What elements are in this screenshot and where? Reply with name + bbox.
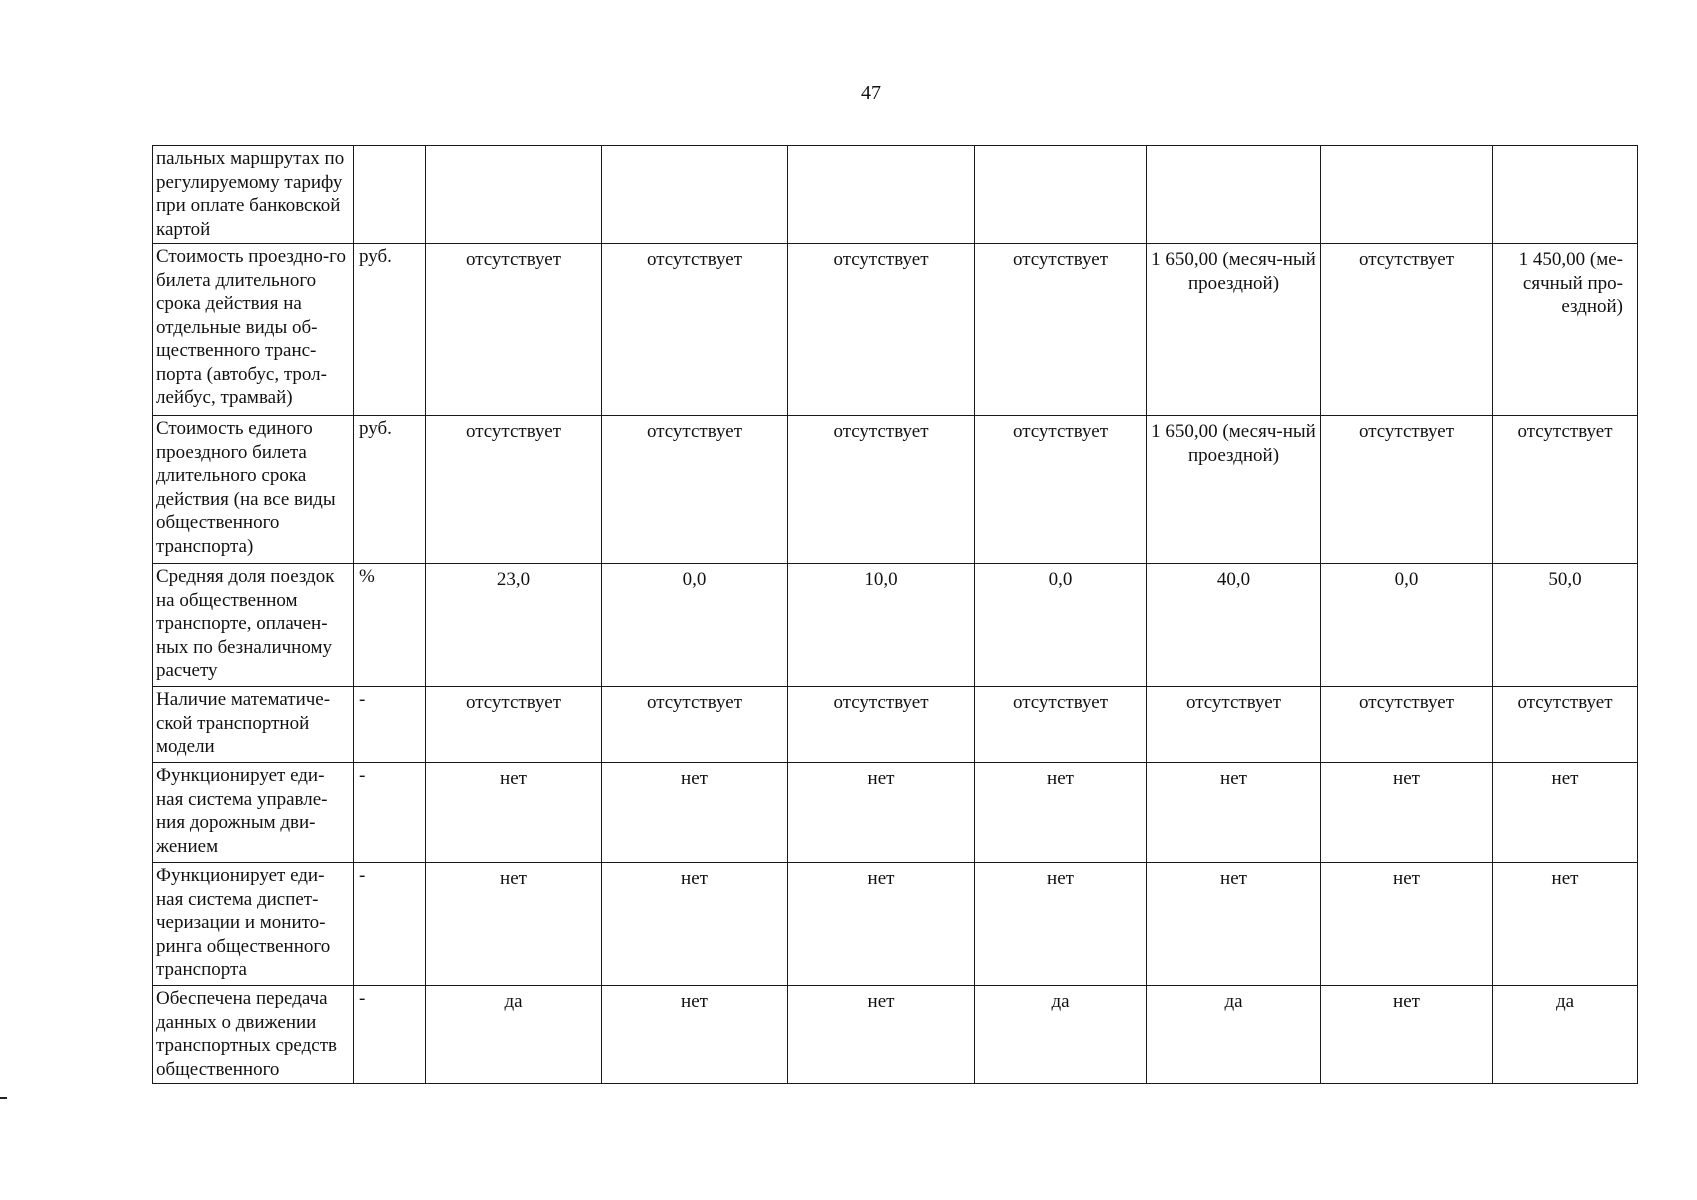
value-cell: отсутствует [426, 416, 602, 564]
value-cell: отсутствует [975, 687, 1147, 763]
value-cell: нет [788, 863, 975, 986]
row-label: Наличие математиче-ской транспортной модели [153, 687, 354, 763]
value-cell: отсутствует [1493, 687, 1638, 763]
value-cell: отсутствует [788, 687, 975, 763]
value-cell: нет [1321, 986, 1493, 1084]
value-cell: 10,0 [788, 564, 975, 687]
value-cell: отсутствует [1321, 244, 1493, 416]
value-cell: отсутствует [1147, 687, 1321, 763]
value-cell: нет [788, 986, 975, 1084]
value-cell [602, 146, 788, 244]
value-cell: нет [975, 763, 1147, 863]
value-cell: нет [788, 763, 975, 863]
value-cell: 40,0 [1147, 564, 1321, 687]
value-cell: нет [1493, 863, 1638, 986]
value-cell: нет [1321, 863, 1493, 986]
value-cell: отсутствует [788, 416, 975, 564]
value-cell: нет [1321, 763, 1493, 863]
table-row [153, 146, 1638, 244]
value-cell: отсутствует [602, 687, 788, 763]
value-cell: отсутствует [1493, 416, 1638, 564]
value-cell: 0,0 [1321, 564, 1493, 687]
value-cell: нет [975, 863, 1147, 986]
value-cell: да [1147, 986, 1321, 1084]
table-row [153, 416, 1638, 564]
value-cell: отсутствует [426, 687, 602, 763]
value-cell: отсутствует [426, 244, 602, 416]
row-label: пальных маршрутах по регулируемому тарифу при оплате банковской картой [153, 146, 354, 244]
value-cell: 23,0 [426, 564, 602, 687]
row-label: Функционирует еди-ная система диспет-черизации и монито-ринга общественного транспорта [153, 863, 354, 986]
value-cell: да [426, 986, 602, 1084]
value-cell: отсутствует [788, 244, 975, 416]
unit-cell: - [354, 863, 426, 986]
unit-cell: - [354, 687, 426, 763]
value-cell: 50,0 [1493, 564, 1638, 687]
row-label: Функционирует еди-ная система управле-ния дорожным дви-жением [153, 763, 354, 863]
value-cell [1493, 146, 1638, 244]
value-cell [1321, 146, 1493, 244]
unit-cell: % [354, 564, 426, 687]
unit-cell: - [354, 763, 426, 863]
value-cell: нет [426, 863, 602, 986]
value-cell: да [975, 986, 1147, 1084]
value-cell: нет [602, 763, 788, 863]
value-cell: 0,0 [602, 564, 788, 687]
value-cell: 1 450,00 (ме-сячный про-ездной) [1493, 244, 1638, 416]
table-row [153, 687, 1638, 763]
value-cell: нет [602, 863, 788, 986]
value-cell [1147, 146, 1321, 244]
unit-cell [354, 146, 426, 244]
value-cell: нет [1493, 763, 1638, 863]
value-cell: отсутствует [975, 416, 1147, 564]
value-cell [975, 146, 1147, 244]
value-cell: отсутствует [1321, 687, 1493, 763]
table-row [153, 564, 1638, 687]
value-cell [426, 146, 602, 244]
value-cell: отсутствует [1321, 416, 1493, 564]
value-cell: 1 650,00 (месяч-ный проездной) [1147, 416, 1321, 564]
unit-cell: руб. [354, 244, 426, 416]
value-cell: нет [1147, 863, 1321, 986]
table-row [153, 863, 1638, 986]
unit-cell: руб. [354, 416, 426, 564]
row-label: Стоимость единого проездного билета длительного срока действия (на все виды общественного транспорта) [153, 416, 354, 564]
table-row [153, 763, 1638, 863]
row-label: Средняя доля поездок на общественном транспорте, оплачен-ных по безналичному расчету [153, 564, 354, 687]
table-row [153, 244, 1638, 416]
value-cell: 0,0 [975, 564, 1147, 687]
value-cell: 1 650,00 (месяч-ный проездной) [1147, 244, 1321, 416]
value-cell: да [1493, 986, 1638, 1084]
table-row [153, 986, 1638, 1084]
value-cell: нет [426, 763, 602, 863]
value-cell [788, 146, 975, 244]
row-label: Обеспечена передача данных о движении транспортных средств общественного [153, 986, 354, 1084]
value-cell: нет [1147, 763, 1321, 863]
scan-edge-mark [0, 1097, 7, 1099]
value-cell: отсутствует [975, 244, 1147, 416]
value-cell: отсутствует [602, 416, 788, 564]
unit-cell: - [354, 986, 426, 1084]
value-cell: отсутствует [602, 244, 788, 416]
value-cell: нет [602, 986, 788, 1084]
row-label: Стоимость проездно-го билета длительного срока действия на отдельные виды об-щественного транс-порта (автобус, трол-лейбус, трамвай) [153, 244, 354, 416]
transport-indicators-table [152, 145, 1638, 1084]
page-number: 47 [861, 82, 881, 104]
